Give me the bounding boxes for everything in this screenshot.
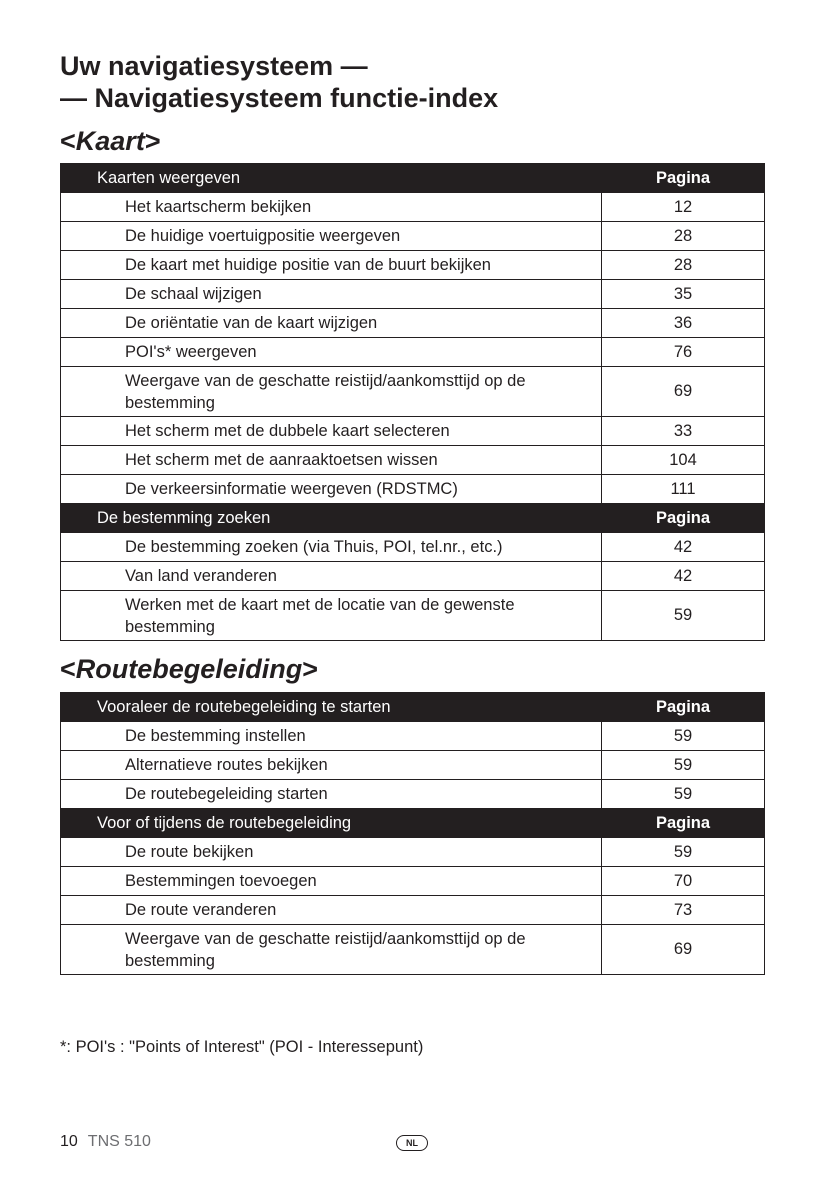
page-footer <box>60 1133 151 1151</box>
model-name: TNS 510 <box>87 1133 151 1150</box>
table-row <box>61 562 765 591</box>
row-label: Bestemmingen toevoegen <box>61 867 602 896</box>
row-label: Het scherm met de dubbele kaart selecteren <box>61 417 602 446</box>
table-row <box>61 838 765 867</box>
row-page: 73 <box>602 896 765 925</box>
row-label-line-2: bestemming <box>125 951 215 970</box>
row-label: De verkeersinformatie weergeven (RDSTMC) <box>61 475 602 504</box>
row-label-line-2: bestemming <box>125 617 215 636</box>
table-row <box>61 867 765 896</box>
row-page: 36 <box>602 309 765 338</box>
row-page: 59 <box>602 780 765 809</box>
footnote: *: POI's : "Points of Interest" (POI - Interessepunt) <box>60 1038 424 1056</box>
table-row <box>61 533 765 562</box>
row-label-line-1: Weergave van de geschatte reistijd/aankomsttijd op de <box>125 929 526 948</box>
table-row <box>61 591 765 641</box>
row-page: 69 <box>602 367 765 417</box>
row-label-line-1: Werken met de kaart met de locatie van de gewenste <box>125 595 515 614</box>
row-page: 59 <box>602 751 765 780</box>
table-row <box>61 309 765 338</box>
row-label: Het scherm met de aanraaktoetsen wissen <box>61 446 602 475</box>
row-label: De kaart met huidige positie van de buurt bekijken <box>61 251 602 280</box>
row-label: POI's* weergeven <box>61 338 602 367</box>
group-header-label: Voor of tijdens de routebegeleiding <box>61 809 602 838</box>
table-group-header <box>61 809 765 838</box>
row-label: De schaal wijzigen <box>61 280 602 309</box>
row-label <box>61 925 602 975</box>
row-page: 28 <box>602 251 765 280</box>
title-line-2: — Navigatiesysteem functie-index <box>60 83 499 113</box>
table-row <box>61 251 765 280</box>
table-row <box>61 280 765 309</box>
table-group-header <box>61 693 765 722</box>
row-page: 28 <box>602 222 765 251</box>
row-page: 69 <box>602 925 765 975</box>
row-page: 35 <box>602 280 765 309</box>
table-row <box>61 751 765 780</box>
table-group-header <box>61 164 765 193</box>
row-page: 111 <box>602 475 765 504</box>
kaart-index-table <box>60 163 765 641</box>
group-header-label: Vooraleer de routebegeleiding te starten <box>61 693 602 722</box>
group-header-label: De bestemming zoeken <box>61 504 602 533</box>
row-page: 12 <box>602 193 765 222</box>
row-page: 59 <box>602 722 765 751</box>
title-line-1: Uw navigatiesysteem — <box>60 51 368 81</box>
table-row <box>61 446 765 475</box>
table-row <box>61 367 765 417</box>
row-page: 59 <box>602 591 765 641</box>
row-label: Van land veranderen <box>61 562 602 591</box>
row-label: De routebegeleiding starten <box>61 780 602 809</box>
row-label: De oriëntatie van de kaart wijzigen <box>61 309 602 338</box>
section-heading-route: <Routebegeleiding> <box>60 654 319 684</box>
table-row <box>61 417 765 446</box>
row-page: 76 <box>602 338 765 367</box>
language-badge: NL <box>396 1135 428 1151</box>
section-heading-kaart-text: Kaart <box>75 126 145 156</box>
row-label: De bestemming instellen <box>61 722 602 751</box>
table-row <box>61 896 765 925</box>
row-label: Het kaartscherm bekijken <box>61 193 602 222</box>
table-row <box>61 925 765 975</box>
table-row <box>61 338 765 367</box>
group-header-page: Pagina <box>602 693 765 722</box>
group-header-label: Kaarten weergeven <box>61 164 602 193</box>
row-page: 70 <box>602 867 765 896</box>
section-heading-route-text: Routebegeleiding <box>75 654 303 684</box>
table-group-header <box>61 504 765 533</box>
row-page: 33 <box>602 417 765 446</box>
table-row <box>61 722 765 751</box>
section-heading-kaart: <Kaart> <box>60 126 161 156</box>
row-label: De route veranderen <box>61 896 602 925</box>
page-title <box>60 50 498 114</box>
table-row <box>61 780 765 809</box>
row-page: 42 <box>602 562 765 591</box>
page-number: 10 <box>60 1133 78 1150</box>
group-header-page: Pagina <box>602 504 765 533</box>
row-page: 42 <box>602 533 765 562</box>
row-page: 59 <box>602 838 765 867</box>
row-label-line-2: bestemming <box>125 393 215 412</box>
row-label <box>61 591 602 641</box>
row-label: Alternatieve routes bekijken <box>61 751 602 780</box>
table-row <box>61 475 765 504</box>
row-label: De huidige voertuigpositie weergeven <box>61 222 602 251</box>
group-header-page: Pagina <box>602 809 765 838</box>
row-page: 104 <box>602 446 765 475</box>
table-row <box>61 222 765 251</box>
group-header-page: Pagina <box>602 164 765 193</box>
row-label <box>61 367 602 417</box>
row-label-line-1: Weergave van de geschatte reistijd/aankomsttijd op de <box>125 371 526 390</box>
table-row <box>61 193 765 222</box>
row-label: De route bekijken <box>61 838 602 867</box>
row-label: De bestemming zoeken (via Thuis, POI, tel.nr., etc.) <box>61 533 602 562</box>
route-index-table <box>60 692 765 975</box>
